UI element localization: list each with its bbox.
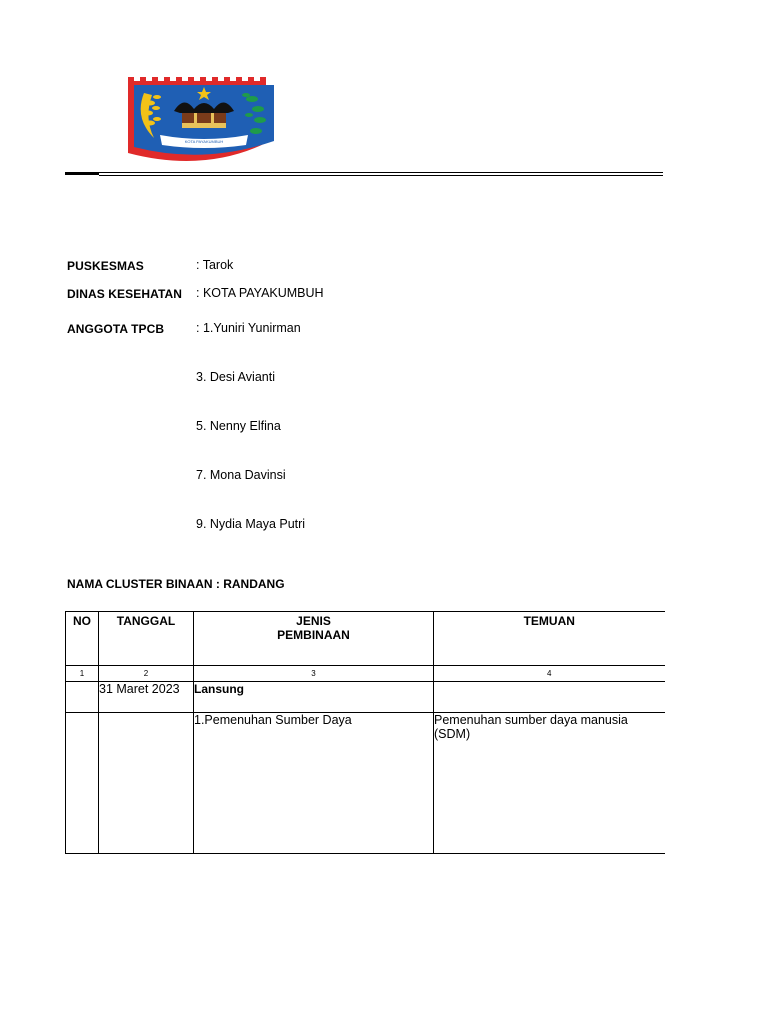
header-jenis-line2: PEMBINAAN: [277, 628, 350, 642]
column-number-row: [66, 666, 665, 682]
city-emblem-logo: [124, 73, 284, 168]
member-item: 9. Nydia Maya Putri: [196, 517, 306, 531]
puskesmas-value: : Tarok: [196, 258, 234, 272]
puskesmas-label: PUSKESMAS: [67, 259, 144, 273]
header-jenis-line1: JENIS: [296, 614, 331, 628]
cell-no: [66, 713, 99, 854]
rumah-gadang-house: [174, 102, 234, 128]
header-tanggal: TANGGAL: [99, 612, 194, 666]
dinas-kesehatan-label: DINAS KESEHATAN: [67, 287, 183, 301]
anggota-tpcb-value: : 1.Yuniri Yunirman: [196, 321, 301, 335]
table-row: [66, 682, 665, 713]
header-rule-bottom: [99, 175, 663, 176]
cell-no: [66, 682, 99, 713]
header-rule-thick: [65, 172, 99, 175]
col-number: 2: [99, 666, 194, 682]
cell-jenis: Lansung: [194, 682, 434, 713]
logo-motto-text: KOTA PAYAKUMBUH: [184, 139, 224, 144]
cell-temuan: [434, 682, 665, 713]
cell-jenis: 1.Pemenuhan Sumber Daya: [194, 713, 434, 854]
member-item: 3. Desi Avianti: [196, 370, 275, 384]
col-number: 1: [66, 666, 99, 682]
dinas-kesehatan-value: : KOTA PAYAKUMBUH: [196, 286, 324, 300]
col-number: 4: [434, 666, 665, 682]
header-temuan: TEMUAN: [434, 612, 665, 666]
header-jenis-pembinaan: [194, 612, 434, 666]
cell-temuan: Pemenuhan sumber daya manusia (SDM): [434, 713, 665, 854]
table-row: [66, 713, 665, 854]
cell-tanggal: 31 Maret 2023: [99, 682, 194, 713]
member-item: 5. Nenny Elfina: [196, 419, 281, 433]
header-no: NO: [66, 612, 99, 666]
report-table: [65, 611, 665, 854]
cluster-name: NAMA CLUSTER BINAAN : RANDANG: [67, 577, 285, 591]
cell-tanggal: [99, 713, 194, 854]
table-header-row: [66, 612, 665, 666]
anggota-tpcb-label: ANGGOTA TPCB: [67, 322, 165, 336]
header-rule-top: [99, 172, 663, 173]
col-number: 3: [194, 666, 434, 682]
member-item: 7. Mona Davinsi: [196, 468, 286, 482]
